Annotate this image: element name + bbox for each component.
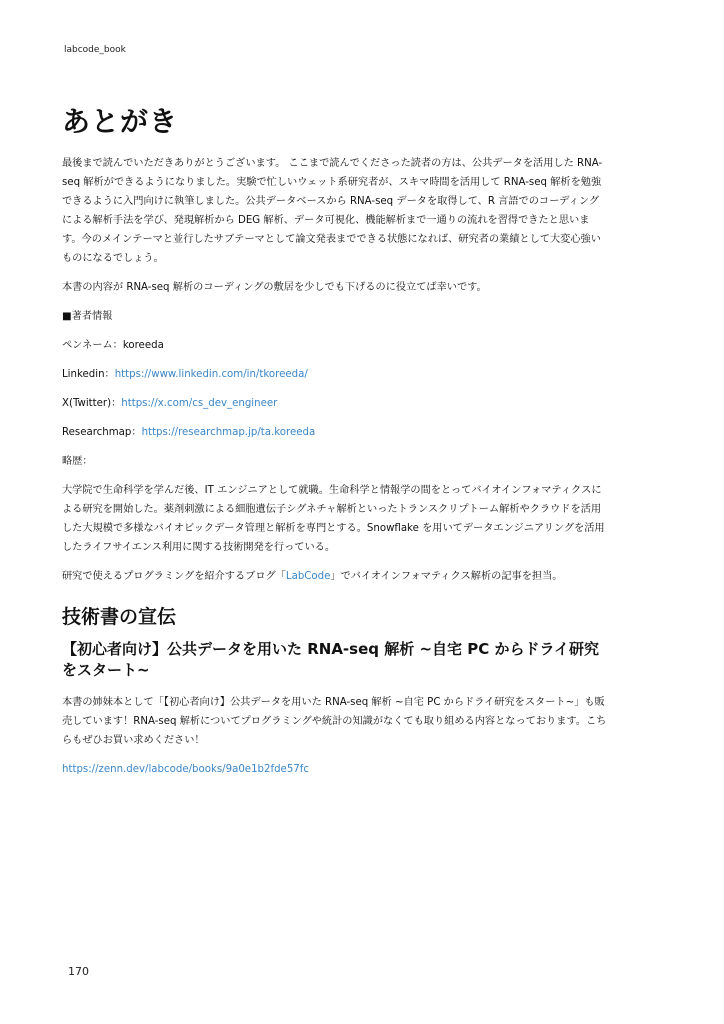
book-title: 【初心者向け】公共データを用いた RNA-seq 解析 ~自宅 PC からドライ研究をスタート~ [62, 640, 600, 679]
bio-label: 略歴： [62, 456, 93, 467]
page-content [62, 100, 608, 789]
researchmap-line [62, 423, 608, 442]
afterword-paragraph-2: 本書の内容が RNA-seq 解析のコーディングの敷居を少しでも下げるのに役立てば幸いです。 [62, 282, 487, 293]
linkedin-label: Linkedin： [62, 369, 115, 380]
running-header: labcode_book [64, 45, 126, 55]
blog-suffix: 」でバイオインフォマティクス解析の記事を担当。 [330, 571, 563, 582]
afterword-paragraph-1: 最後まで読んでいただきありがとうございます。 ここまで読んでくださった読者の方は、公共データを活用した RNA-seq 解析ができるようになりました。実験で忙しいウェット系研究者が、スキマ時間を活用して RNA-seq 解析を勉強できるように入門向けに執筆しました。公共データベースから RNA-seq データを取得して、R 言語でのコーディングによる解析手法を学び、発現解析から DEG 解析、データ可視化、機能解析まで一通りの流れを習得できたと思います。今のメインテーマと並行したサブテーマとして論文発表までできる状態になれば、研究者の業績として大変心強いものになるでしょう。 [62, 158, 603, 264]
twitter-link[interactable]: https://x.com/cs_dev_engineer [121, 398, 278, 409]
promo-description: 本書の姉妹本として「【初心者向け】公共データを用いた RNA-seq 解析 ~自宅 PC からドライ研究をスタート~」も販売しています！RNA-seq 解析についてプログラミングや統計の知識がなくても取り組める内容となっております。こちらもぜひお買い求めください！ [62, 697, 607, 746]
twitter-line [62, 394, 608, 413]
blog-prefix: 研究で使えるプログラミングを紹介するブログ「 [62, 571, 286, 582]
bio-paragraph: 大学院で生命科学を学んだ後、IT エンジニアとして就職。生命科学と情報学の間をとってバイオインフォマティクスによる研究を開始した。薬剤刺激による細胞遺伝子シグネチャ解析といったトランスクリプトーム解析やクラウドを活用した大規模で多様なバイオビックデータ管理と解析を専門とする。Snowflake を用いてデータエンジニアリングを活用したライフサイエンス利用に関する技術開発を行っている。 [62, 485, 605, 553]
twitter-label: X(Twitter)： [62, 398, 122, 409]
pen-name-label: ペンネーム： [62, 340, 123, 351]
author-section-label: ■著者情報 [62, 311, 113, 322]
blog-line [62, 567, 608, 586]
promo-heading: 技術書の宣伝 [62, 606, 177, 628]
zenn-book-link[interactable]: https://zenn.dev/labcode/books/9a0e1b2fde57fc [62, 764, 309, 775]
page-number: 170 [68, 965, 89, 978]
afterword-heading: あとがき [62, 105, 179, 138]
linkedin-link[interactable]: https://www.linkedin.com/in/tkoreeda/ [114, 369, 308, 380]
researchmap-link[interactable]: https://researchmap.jp/ta.koreeda [141, 427, 316, 438]
researchmap-label: Researchmap： [62, 427, 142, 438]
labcode-link[interactable]: LabCode [285, 571, 331, 582]
pen-name: koreeda [122, 340, 164, 351]
promo-url-line [62, 760, 608, 779]
pen-name-line [62, 336, 608, 355]
linkedin-line [62, 365, 608, 384]
